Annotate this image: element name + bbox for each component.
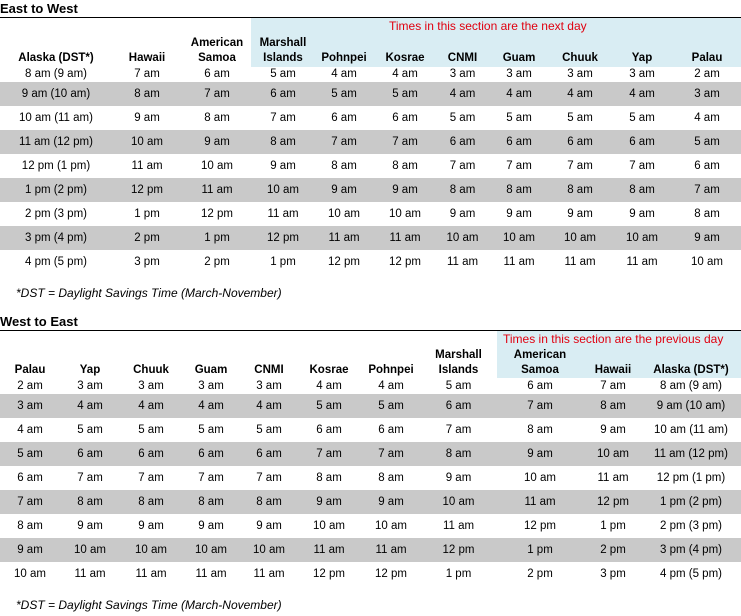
table-row xyxy=(0,466,741,490)
table-cell: 5 am xyxy=(256,424,282,436)
header-cell: Kosrae xyxy=(385,52,425,64)
table-cell: 7 am xyxy=(374,130,436,154)
table-cell: 5 am xyxy=(360,394,422,418)
table-cell: 3 am xyxy=(0,394,60,418)
table-cell: 5 am xyxy=(0,442,60,466)
east-to-west-header-row xyxy=(0,34,741,66)
table-cell: 4 am xyxy=(694,112,720,124)
table-cell: 12 pm xyxy=(585,490,641,514)
table-cell: 11 am xyxy=(495,490,585,514)
table-cell: 3 am xyxy=(77,380,103,392)
table-cell: 11 am xyxy=(74,568,106,580)
table-row xyxy=(0,154,741,178)
table-cell: 8 am xyxy=(252,130,314,154)
table-cell: 4 pm (5 pm) xyxy=(660,568,722,580)
header-cell: Yap xyxy=(631,52,653,64)
table-cell: 7 am xyxy=(270,112,296,124)
header-cell: Palau xyxy=(691,52,723,64)
table-cell: 1 pm xyxy=(445,568,472,580)
table-cell: 11 am xyxy=(182,178,252,202)
table-cell: 11 am xyxy=(374,226,436,250)
table-cell: 9 am (10 am) xyxy=(641,394,741,418)
east-to-west-title: East to West xyxy=(0,1,78,16)
table-cell: 8 am xyxy=(527,424,553,436)
table-cell: 12 pm xyxy=(313,568,345,580)
table-cell: 8 am xyxy=(60,490,120,514)
header-cell: American Samoa xyxy=(513,349,567,376)
header-cell: Pohnpei xyxy=(368,364,414,376)
table-cell: 10 am (11 am) xyxy=(19,112,93,124)
table-cell: 8 am (9 am) xyxy=(660,380,722,392)
table-cell: 11 am xyxy=(442,520,475,532)
table-cell: 5 am xyxy=(567,112,593,124)
table-cell: 5 am xyxy=(270,68,296,80)
table-cell: 3 am xyxy=(567,68,593,80)
table-cell: 9 am xyxy=(0,538,60,562)
table-cell: 7 am xyxy=(298,442,360,466)
table-cell: 4 am xyxy=(17,424,43,436)
table-cell: 4 pm (5 pm) xyxy=(25,256,87,268)
table-cell: 6 am xyxy=(436,130,489,154)
table-cell: 3 am xyxy=(506,68,532,80)
table-cell: 10 am xyxy=(201,160,233,172)
table-cell: 7 am xyxy=(0,490,60,514)
table-cell: 8 am xyxy=(378,472,404,484)
table-cell: 10 am xyxy=(489,226,549,250)
table-cell: 8 am xyxy=(549,178,611,202)
table-cell: 11 am xyxy=(597,472,629,484)
table-cell: 9 am xyxy=(182,130,252,154)
table-cell: 1 pm xyxy=(134,208,160,220)
table-cell: 11 am xyxy=(564,256,596,268)
table-cell: 2 pm xyxy=(204,256,230,268)
table-cell: 10 am xyxy=(422,490,495,514)
table-cell: 10 am xyxy=(328,208,360,220)
table-cell: 2 pm xyxy=(112,226,182,250)
table-row xyxy=(0,178,741,202)
table-cell: 11 am xyxy=(446,256,479,268)
table-cell: 8 am xyxy=(331,160,357,172)
table-row xyxy=(0,82,741,106)
table-cell: 9 am xyxy=(270,160,296,172)
table-cell: 8 am xyxy=(112,82,182,106)
table-cell: 10 am xyxy=(240,538,298,562)
table-cell: 12 pm (1 pm) xyxy=(656,472,726,484)
table-cell: 10 am xyxy=(524,472,556,484)
table-cell: 9 am xyxy=(445,472,472,484)
table-cell: 10 am xyxy=(436,226,489,250)
table-cell: 7 am xyxy=(182,82,252,106)
table-cell: 10 am xyxy=(252,178,314,202)
table-cell: 11 am xyxy=(131,160,163,172)
table-cell: 2 am xyxy=(694,68,720,80)
table-cell: 8 am (9 am) xyxy=(25,68,87,80)
table-cell: 10 am xyxy=(611,226,673,250)
table-cell: 6 am xyxy=(378,424,404,436)
table-row xyxy=(0,106,741,130)
table-cell: 4 am xyxy=(489,82,549,106)
table-cell: 3 am xyxy=(198,380,224,392)
table-cell: 3 am xyxy=(673,82,741,106)
table-cell: 6 am xyxy=(611,130,673,154)
table-cell: 10 am xyxy=(549,226,611,250)
table-cell: 11 am xyxy=(626,256,658,268)
table-cell: 10 am xyxy=(389,208,421,220)
table-cell: 9 am xyxy=(77,520,103,532)
header-cell: Guam xyxy=(502,52,536,64)
table-cell: 9 am xyxy=(198,520,224,532)
table-cell: 3 am xyxy=(629,68,655,80)
table-cell: 7 am xyxy=(673,178,741,202)
table-cell: 5 am xyxy=(198,424,224,436)
table-cell: 12 pm xyxy=(112,178,182,202)
table-cell: 2 pm (3 pm) xyxy=(660,520,722,532)
table-cell: 4 am xyxy=(316,380,342,392)
table-cell: 2 am xyxy=(17,380,43,392)
table-row xyxy=(0,66,741,82)
header-cell: Pohnpei xyxy=(321,52,367,64)
header-cell: Hawaii xyxy=(128,52,166,64)
table-cell: 11 am xyxy=(267,208,299,220)
table-row xyxy=(0,378,741,394)
header-cell: Marshall Islands xyxy=(259,37,307,64)
table-cell: 3 pm xyxy=(134,256,160,268)
table-cell: 7 am xyxy=(567,160,593,172)
table-row xyxy=(0,562,741,586)
table-cell: 5 am xyxy=(298,394,360,418)
header-cell: Marshall Islands xyxy=(435,349,482,376)
table-cell: 6 am xyxy=(252,82,314,106)
table-cell: 5 am xyxy=(629,112,655,124)
table-cell: 7 am xyxy=(506,160,532,172)
table-cell: 5 am xyxy=(445,380,472,392)
table-cell: 11 am (12 pm) xyxy=(641,442,741,466)
table-cell: 11 am xyxy=(503,256,535,268)
table-cell: 9 am xyxy=(449,208,476,220)
table-cell: 5 am xyxy=(673,130,741,154)
table-cell: 12 pm xyxy=(524,520,556,532)
table-cell: 6 am xyxy=(60,442,120,466)
table-cell: 9 am xyxy=(256,520,282,532)
header-cell: Chuuk xyxy=(562,52,598,64)
table-cell: 5 am xyxy=(506,112,532,124)
table-row xyxy=(0,226,741,250)
table-cell: 8 am xyxy=(182,490,240,514)
table-cell: 6 am xyxy=(316,424,342,436)
header-cell: Alaska (DST*) xyxy=(653,364,729,376)
table-cell: 4 am xyxy=(378,380,404,392)
table-cell: 6 am xyxy=(527,380,553,392)
table-cell: 10 am xyxy=(120,538,182,562)
table-cell: 11 am xyxy=(253,568,285,580)
table-cell: 9 am xyxy=(506,208,532,220)
table-cell: 4 am xyxy=(436,82,489,106)
table-cell: 5 am xyxy=(374,82,436,106)
table-cell: 1 pm (2 pm) xyxy=(0,178,112,202)
table-cell: 10 am (11 am) xyxy=(654,424,728,436)
table-cell: 9 am xyxy=(138,520,164,532)
table-cell: 7 am xyxy=(314,130,374,154)
table-row xyxy=(0,514,741,538)
table-cell: 6 am xyxy=(694,160,720,172)
table-cell: 1 pm xyxy=(495,538,585,562)
table-cell: 7 am xyxy=(138,472,164,484)
west-to-east-header-row xyxy=(0,346,741,378)
table-cell: 7 am xyxy=(600,380,626,392)
table-cell: 1 pm xyxy=(270,256,296,268)
table-cell: 12 pm (1 pm) xyxy=(21,160,91,172)
table-cell: 6 am xyxy=(17,472,43,484)
header-cell: CNMI xyxy=(447,52,478,64)
table-cell: 12 pm xyxy=(389,256,421,268)
table-row xyxy=(0,250,741,274)
table-cell: 8 am xyxy=(392,160,418,172)
table-cell: 2 pm (3 pm) xyxy=(25,208,87,220)
table-cell: 9 am xyxy=(360,490,422,514)
table-cell: 9 am xyxy=(298,490,360,514)
table-cell: 8 am xyxy=(120,490,182,514)
table-row xyxy=(0,130,741,154)
table-row xyxy=(0,394,741,418)
table-cell: 8 am xyxy=(436,178,489,202)
table-cell: 8 am xyxy=(17,520,43,532)
table-cell: 4 am xyxy=(331,68,357,80)
header-cell: Guam xyxy=(194,364,228,376)
header-cell: Chuuk xyxy=(133,364,169,376)
table-cell: 12 pm xyxy=(252,226,314,250)
table-cell: 4 am xyxy=(182,394,240,418)
table-cell: 1 pm xyxy=(182,226,252,250)
header-cell: Palau xyxy=(14,364,46,376)
table-cell: 5 am xyxy=(138,424,164,436)
table-cell: 8 am xyxy=(489,178,549,202)
table-cell: 12 pm xyxy=(201,208,233,220)
table-cell: 7 am xyxy=(77,472,103,484)
table-cell: 10 am xyxy=(375,520,407,532)
table-cell: 6 am xyxy=(489,130,549,154)
table-row xyxy=(0,538,741,562)
table-cell: 9 am xyxy=(134,112,160,124)
table-cell: 7 am xyxy=(360,442,422,466)
table-cell: 3 am xyxy=(256,380,282,392)
table-cell: 4 am xyxy=(60,394,120,418)
table-cell: 3 pm xyxy=(600,568,626,580)
table-cell: 11 am xyxy=(298,538,360,562)
east-to-west-table xyxy=(0,34,741,274)
table-cell: 11 am xyxy=(195,568,227,580)
table-cell: 11 am (12 pm) xyxy=(0,130,112,154)
west-to-east-title: West to East xyxy=(0,314,78,329)
table-cell: 6 am xyxy=(422,394,495,418)
table-cell: 9 am xyxy=(567,208,593,220)
table-cell: 8 am xyxy=(694,208,720,220)
table-cell: 3 pm (4 pm) xyxy=(641,538,741,562)
table-cell: 9 am (10 am) xyxy=(0,82,112,106)
table-cell: 4 am xyxy=(549,82,611,106)
table-cell: 1 pm (2 pm) xyxy=(641,490,741,514)
table-cell: 7 am xyxy=(256,472,282,484)
header-cell: Alaska (DST*) xyxy=(18,52,94,64)
table-cell: 10 am xyxy=(60,538,120,562)
table-row xyxy=(0,418,741,442)
table-cell: 8 am xyxy=(240,490,298,514)
table-cell: 4 am xyxy=(392,68,418,80)
table-cell: 1 pm xyxy=(600,520,626,532)
header-cell: Kosrae xyxy=(309,364,349,376)
table-cell: 5 am xyxy=(77,424,103,436)
table-row xyxy=(0,490,741,514)
table-cell: 12 pm xyxy=(375,568,407,580)
table-cell: 12 pm xyxy=(328,256,360,268)
table-cell: 3 am xyxy=(449,68,476,80)
table-cell: 6 am xyxy=(549,130,611,154)
table-cell: 9 am xyxy=(629,208,655,220)
table-cell: 10 am xyxy=(313,520,345,532)
table-cell: 7 am xyxy=(629,160,655,172)
table-cell: 11 am xyxy=(360,538,422,562)
table-cell: 9 am xyxy=(495,442,585,466)
east-to-west-footnote: *DST = Daylight Savings Time (March-November) xyxy=(16,286,282,300)
table-cell: 5 am xyxy=(449,112,476,124)
table-cell: 6 am xyxy=(331,112,357,124)
table-cell: 3 pm (4 pm) xyxy=(0,226,112,250)
table-cell: 11 am xyxy=(135,568,167,580)
table-cell: 3 am xyxy=(138,380,164,392)
table-cell: 4 am xyxy=(611,82,673,106)
table-cell: 6 am xyxy=(392,112,418,124)
table-cell: 9 am xyxy=(600,424,626,436)
table-cell: 10 am xyxy=(112,130,182,154)
table-cell: 8 am xyxy=(611,178,673,202)
table-cell: 6 am xyxy=(120,442,182,466)
header-cell: Yap xyxy=(79,364,101,376)
header-cell: CNMI xyxy=(254,364,284,376)
next-day-note: Times in this section are the next day xyxy=(389,19,587,33)
table-cell: 12 pm xyxy=(422,538,495,562)
table-cell: 7 am xyxy=(198,472,224,484)
table-row xyxy=(0,202,741,226)
table-cell: 4 am xyxy=(240,394,298,418)
west-to-east-table xyxy=(0,346,741,586)
table-cell: 10 am xyxy=(585,442,641,466)
table-cell: 8 am xyxy=(585,394,641,418)
table-cell: 2 pm xyxy=(527,568,553,580)
table-cell: 11 am xyxy=(314,226,374,250)
table-cell: 9 am xyxy=(314,178,374,202)
table-cell: 7 am xyxy=(134,68,160,80)
table-cell: 4 am xyxy=(120,394,182,418)
table-row xyxy=(0,442,741,466)
table-cell: 10 am xyxy=(182,538,240,562)
table-cell: 9 am xyxy=(673,226,741,250)
table-cell: 8 am xyxy=(316,472,342,484)
previous-day-note: Times in this section are the previous day xyxy=(503,332,724,346)
header-cell: Hawaii xyxy=(594,364,632,376)
table-cell: 6 am xyxy=(182,442,240,466)
table-cell: 10 am xyxy=(14,568,46,580)
table-cell: 7 am xyxy=(495,394,585,418)
table-cell: 8 am xyxy=(204,112,230,124)
table-cell: 7 am xyxy=(449,160,476,172)
header-cell: American Samoa xyxy=(190,37,244,64)
table-cell: 5 am xyxy=(314,82,374,106)
table-cell: 8 am xyxy=(422,442,495,466)
table-cell: 2 pm xyxy=(585,538,641,562)
west-to-east-footnote: *DST = Daylight Savings Time (March-November) xyxy=(16,598,282,612)
table-cell: 7 am xyxy=(445,424,472,436)
table-cell: 6 am xyxy=(240,442,298,466)
table-cell: 10 am xyxy=(691,256,723,268)
table-cell: 9 am xyxy=(374,178,436,202)
table-cell: 6 am xyxy=(204,68,230,80)
